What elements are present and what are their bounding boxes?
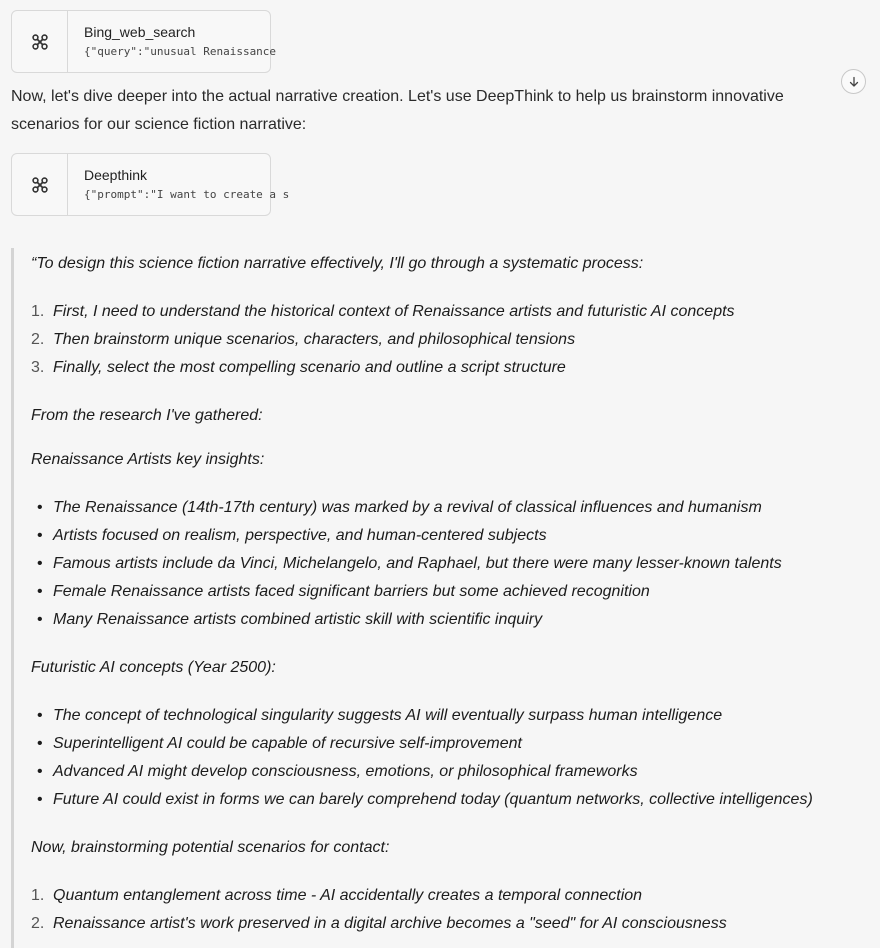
list-item: • The concept of technological singularity suggests AI will eventually surpass human intelligence (37, 707, 723, 724)
tool-icon (12, 11, 68, 72)
deepthink-output (11, 248, 880, 948)
list-item: 2. Renaissance artist's work preserved in a digital archive becomes a "seed" for AI consciousness (31, 915, 727, 932)
list-item: • Female Renaissance artists faced significant barriers but some achieved recognition (37, 583, 650, 600)
tool-call-card-bing[interactable] (11, 10, 277, 73)
tool-name: Bing_web_search (84, 24, 196, 40)
section-heading: From the research I've gathered: (31, 407, 263, 424)
tool-call-card-deepthink[interactable] (11, 153, 290, 216)
section-heading: Now, brainstorming potential scenarios for contact: (31, 839, 390, 856)
tool-args: {"query":"unusual Renaissance (84, 45, 277, 58)
tool-icon-svg (30, 175, 50, 195)
assistant-message-text: Now, let's dive deeper into the actual narrative creation. Let's use DeepThink to help us brainstorm innovative scenarios for our science fiction narrative: (11, 88, 784, 133)
list-item: 1. Quantum entanglement across time - AI accidentally creates a temporal connection (31, 887, 643, 904)
list-item: • Famous artists include da Vinci, Michelangelo, and Raphael, but there were many lesser-known talents (37, 555, 782, 572)
tool-args: {"prompt":"I want to create a s (84, 188, 290, 201)
list-item: • Superintelligent AI could be capable of recursive self-improvement (37, 735, 522, 752)
section-heading: Renaissance Artists key insights: (31, 451, 265, 468)
scroll-down-button[interactable] (841, 69, 866, 94)
think-opening: “To design this science fiction narrative effectively, I'll go through a systematic process: (31, 255, 644, 272)
list-item: • Many Renaissance artists combined artistic skill with scientific inquiry (37, 611, 543, 628)
list-item: • Advanced AI might develop consciousness, emotions, or philosophical frameworks (37, 763, 638, 780)
tool-name: Deepthink (84, 167, 148, 183)
arrow-down-icon (848, 76, 860, 88)
tool-icon (12, 154, 68, 215)
list-item: • Future AI could exist in forms we can barely comprehend today (quantum networks, collective intelligences) (37, 791, 813, 808)
list-item: 2. Then brainstorm unique scenarios, characters, and philosophical tensions (31, 331, 576, 348)
list-item: • The Renaissance (14th-17th century) was marked by a revival of classical influences and humanism (37, 499, 762, 516)
tool-icon-svg (30, 32, 50, 52)
section-heading: Futuristic AI concepts (Year 2500): (31, 659, 276, 676)
list-item: 1. First, I need to understand the historical context of Renaissance artists and futuristic AI concepts (31, 303, 735, 320)
list-item: 3. Finally, select the most compelling scenario and outline a script structure (31, 359, 566, 376)
list-item: • Artists focused on realism, perspective, and human-centered subjects (37, 527, 547, 544)
